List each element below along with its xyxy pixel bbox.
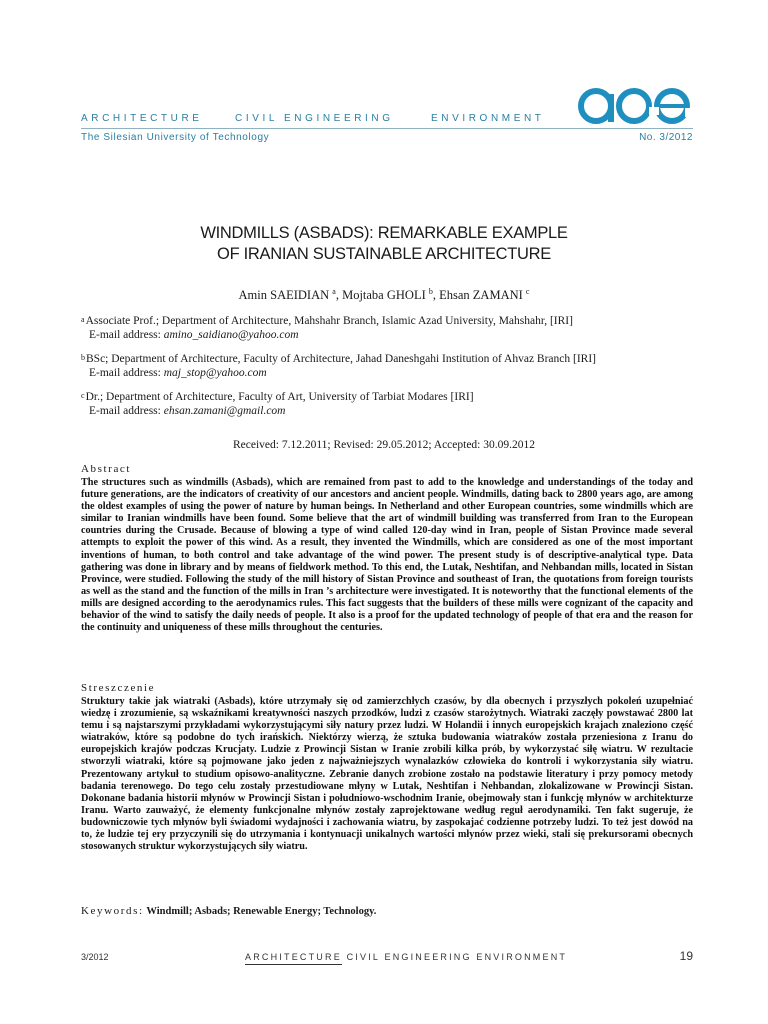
abstract-text: The structures such as windmills (Asbads), which are remained from past to add to the knowledge and understandings of the today and future generations, are the indicators of creativity of our ancestors and ancient people. Windmills, dating back to 2800 years ago, are among the oldest examples of using the power of nature by human beings. In Netherland and other European countries, some windmills which are similar to Iranian windmills have been found. Some believe that the art of windmill building was transferred from Iran to the European countries during the Crusade. Because of blowing a type of wind called 120-day wind in Iran, people of Sistan Province made several attempts to exploit the power of this wind. As a result, they invented the Windmills, which are considered as one of the most important inventions of human, to both control and take advantage of the wind power. The present study is of descriptive-analytical type. Data gathering was done in library and by means of fieldwork method. To this end, the Lutak, Neshtifan, and Nehbandan mills, located in Sistan Province, were studied. Following the study of the mill history of Sistan Province and southeast of Iran, the quotations from foreign tourists as well as the stand and the function of the mills in Iran ’s architecture were investigated. It is noteworthy that the functional elements of the mills are designed according to the aerodynamics rules. This fact suggests that the builders of these mills were cognizant of the capacity and behavior of the wind to satisfy the daily needs of people. It also is a proof for the updated technology of people of that era and the reason for the continuity and uniqueness of these mills throughout the centuries. [81, 477, 693, 634]
affiliation-b-text: BSc; Department of Architecture, Faculty of Architecture, Jahad Daneshgahi Institution of Ahvaz Branch [IRI] [86, 353, 596, 365]
streszczenie-text: Struktury takie jak wiatraki (Asbads), które utrzymały się od zamierzchłych czasów, by dla obecnych i przyszłych pokoleń uzupełniać wiedzę i zrozumienie, są wskaźnikami kreatywności naszych przodków, ludzi z czasów starożytnych. Wiatraki zaczęły powstawać 2800 lat temu i są najstarszymi przykładami wykorzystującymi siły natury przez ludzi. W Holandii i innych europejskich krajach znaleziono część wiatraków, które są podobne do tych irańskich. Niektórzy wierzą, że sztuka budowania wiatraków została przeniesiona z Iranu do europejskich krajów podczas Krucjaty. Ludzie z Prowincji Sistan w Iranie zrobili kilka prób, by wykorzystać siłę wiatru. W rezultacie stworzyli wiatraki, które są pojmowane jako jeden z najważniejszych wynalazków człowieka do kontroli i wykorzystania siły wiatru. Prezentowany artykuł to studium opisowo-analityczne. Zebranie danych zrobione zostało na podstawie literatury i przy pomocy metody badania terenowego. Do tego celu zostały przestudiowane młyny w Lutak, Neshtifan i Nehbandan, zlokalizowane w Prowincji Sistan. Dokonane badania historii młynów w Prowincji Sistan i południowo-wschodnim Iranie, obejmowały stan i funkcję młynów w architekturze Iranu. Warto zauważyć, że elementy funkcjonalne młynów zostały zaprojektowane według reguł aerodynamiki. Ten fakt sugeruje, że budowniczowie tych młynów byli świadomi wydajności i zachowania wiatru, by zaspokajać codzienne potrzeby ludzi. To też jest dowód na to, że ludzie tej ery przyczynili się do utrzymania i kontynuacji unikalnych wartości młynów przez wieki, stali się prekursorami obecnych stosowanych struktur wykorzystujących siły wiatru. [81, 696, 693, 853]
streszczenie-label: Streszczenie [81, 682, 156, 694]
keywords-label: Keywords: [81, 905, 144, 917]
affiliation-a-mark: a [81, 315, 85, 324]
affiliation-a-email: amino_saidiano@yahoo.com [163, 329, 299, 341]
keywords [81, 905, 376, 917]
author-3-mark: c [525, 287, 530, 296]
author-1: Amin SAEIDIAN [238, 288, 330, 303]
title-line-2: OF IRANIAN SUSTAINABLE ARCHITECTURE [217, 245, 551, 263]
affiliation-a [81, 314, 573, 342]
affiliation-b-mark: b [81, 353, 85, 362]
affiliation-c-text: Dr.; Department of Architecture, Faculty of Art, University of Tarbiat Modares [IRI] [85, 391, 474, 403]
page-number: 19 [679, 949, 693, 963]
author-2: Mojtaba GHOLI [342, 288, 426, 303]
footer-word-civil-engineering: CIVIL ENGINEERING [346, 952, 472, 962]
affiliation-b [81, 352, 596, 380]
author-3: Ehsan ZAMANI [439, 288, 523, 303]
header-rule [81, 128, 693, 129]
logo-text: ace [634, 126, 636, 127]
title-line-1: WINDMILLS (ASBADS): REMARKABLE EXAMPLE [200, 224, 568, 242]
paper-title [0, 223, 768, 265]
received-dates: Received: 7.12.2011; Revised: 29.05.2012; Accepted: 30.09.2012 [232, 439, 536, 451]
affiliation-b-email-label: E-mail address: [89, 367, 161, 379]
affiliation-c-mark: c [81, 391, 85, 400]
keywords-value: Windmill; Asbads; Renewable Energy; Technology. [146, 906, 377, 917]
author-2-mark: b [428, 287, 433, 296]
author-list: Amin SAEIDIAN $^a$, Mojtaba GHOLI $^b$, Ehsan ZAMANI $^c$ [238, 287, 530, 303]
author-1-mark: a [332, 287, 336, 296]
affiliation-c-email: ehsan.zamani@gmail.com [163, 405, 286, 417]
footer-word-architecture: ARCHITECTURE [245, 952, 342, 965]
issue-number: No. 3/2012 [639, 132, 693, 143]
footer-word-environment: ENVIRONMENT [476, 952, 568, 962]
header-word-civil-engineering: CIVIL ENGINEERING [235, 113, 394, 124]
affiliation-b-email: maj_stop@yahoo.com [163, 367, 267, 379]
footer-issue: 3/2012 [81, 952, 109, 962]
affiliation-c [81, 390, 474, 418]
university-name: The Silesian University of Technology [81, 132, 270, 143]
affiliation-a-email-label: E-mail address: [89, 329, 161, 341]
affiliation-a-text: Associate Prof.; Department of Architecture, Mahshahr Branch, Islamic Azad University, Mahshahr, [IRI] [85, 315, 573, 327]
footer-journal [245, 952, 567, 962]
abstract-label: Abstract [81, 463, 132, 475]
journal-logo [574, 82, 694, 128]
affiliation-c-email-label: E-mail address: [89, 405, 161, 417]
header-word-environment: ENVIRONMENT [431, 113, 545, 124]
header-word-architecture: ARCHITECTURE [81, 113, 203, 124]
